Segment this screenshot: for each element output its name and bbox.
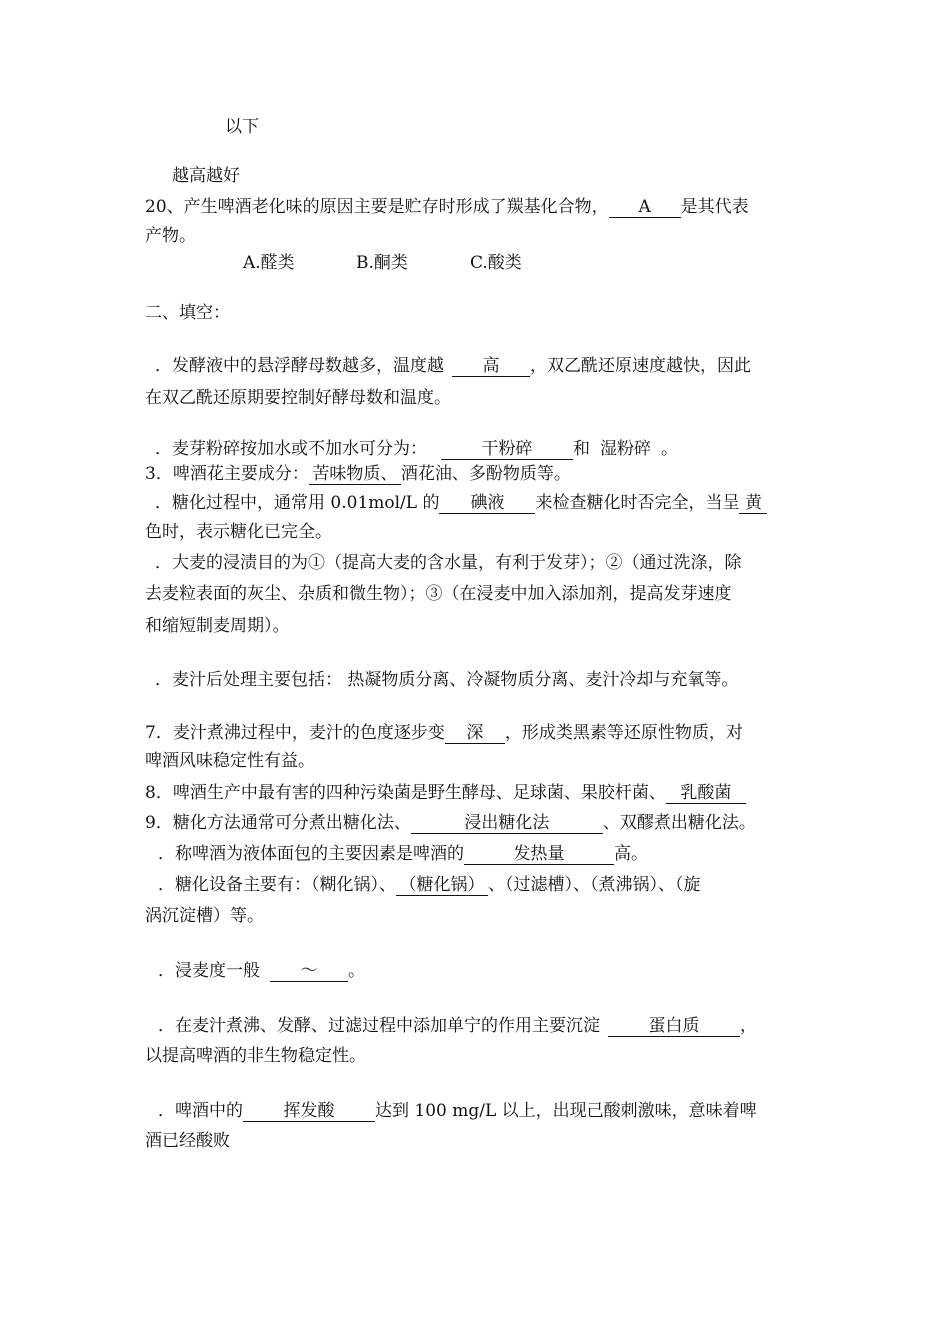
fill-7-line1: 7．麦汁煮沸过程中，麦汁的色度逐步变 深 ，形成类黑素等还原性物质，对: [145, 723, 743, 743]
section-title: 二、填空：: [145, 303, 230, 323]
fill-6: ．麦汁后处理主要包括： 热凝物质分离、冷凝物质分离、麦汁冷却与充氧等。: [155, 670, 739, 690]
answer-blank: 发热量: [464, 844, 614, 865]
fill-13-line2: 以提高啤酒的非生物稳定性。: [145, 1046, 366, 1066]
fill-3: 3．啤酒花主要成分： 苦味物质、 酒花油、多酚物质等。: [145, 464, 571, 484]
answer-blank: A: [609, 197, 681, 218]
fill-7-line2: 啤酒风味稳定性有益。: [145, 751, 315, 771]
fill-1-line1: ．发酵液中的悬浮酵母数越多，温度越 高 ，双乙酰还原速度越快，因此: [155, 356, 751, 376]
fill-12: ．浸麦度一般 ～ 。: [158, 961, 365, 981]
fill-14-line1: ．啤酒中的 挥发酸 达到 100 mg/L 以上，出现己酸刺激味，意味着啤: [158, 1101, 757, 1121]
answer-blank: 碘液: [439, 493, 535, 514]
answer-blank: 浸出糖化法: [411, 813, 603, 834]
question-20-line2: 产物。: [145, 226, 196, 246]
fill-1-line2: 在双乙酰还原期要控制好酵母数和温度。: [145, 388, 451, 408]
answer-blank: （糖化锅）: [396, 875, 488, 896]
prev-option-text: 越高越好: [172, 166, 240, 186]
prev-option-text: 以下: [225, 117, 259, 137]
answer-blank: ～: [270, 961, 348, 982]
answer-blank: 深: [445, 723, 505, 744]
option-b: B.酮类: [356, 253, 408, 273]
fill-9: 9．糖化方法通常可分煮出糖化法、 浸出糖化法 、双醪煮出糖化法。: [145, 813, 756, 833]
fill-10: ．称啤酒为液体面包的主要因素是啤酒的 发热量 高。: [158, 844, 648, 864]
question-20-line1: 20、产生啤酒老化味的原因主要是贮存时形成了羰基化合物， A 是其代表: [145, 197, 749, 217]
fill-5-line2: 去麦粒表面的灰尘、杂质和微生物）；③（在浸麦中加入添加剂，提高发芽速度: [145, 584, 732, 604]
fill-4-line2: 色时，表示糖化已完全。: [145, 522, 332, 542]
fill-8: 8．啤酒生产中最有害的四种污染菌是野生酵母、足球菌、果胶杆菌、 乳酸菌: [145, 782, 746, 804]
answer-blank: 挥发酸: [243, 1101, 375, 1122]
fill-5-line3: 和缩短制麦周期）。: [145, 616, 290, 636]
answer-blank: 干粉碎: [441, 439, 573, 460]
fill-14-line2: 酒已经酸败: [145, 1131, 230, 1151]
answer-blank: 蛋白质: [608, 1016, 740, 1037]
fill-5-line1: ．大麦的浸渍目的为①（提高大麦的含水量，有利于发芽）；②（通过洗涤，除: [155, 553, 742, 573]
answer-blank: 黄: [739, 493, 767, 514]
option-c: C.酸类: [470, 253, 522, 273]
answer-blank: 乳酸菌: [666, 783, 746, 804]
fill-11-line2: 涡沉淀槽）等。: [145, 906, 264, 926]
fill-13-line1: ．在麦汁煮沸、发酵、过滤过程中添加单宁的作用主要沉淀 蛋白质 ，: [158, 1016, 757, 1036]
answer-blank: 高: [452, 356, 530, 377]
fill-2: ．麦芽粉碎按加水或不加水可分为： 干粉碎 和 湿粉碎 。: [155, 439, 678, 459]
fill-11-line1: ．糖化设备主要有：（糊化锅）、 （糖化锅） 、（过滤槽）、（煮沸锅）、（旋: [158, 875, 701, 895]
option-a: A.醛类: [243, 253, 295, 273]
fill-4-line1: ．糖化过程中，通常用 0.01mol/L 的 碘液 来检查糖化时否完全，当呈 黄: [155, 492, 767, 514]
answer-blank: 苦味物质、: [309, 464, 401, 485]
